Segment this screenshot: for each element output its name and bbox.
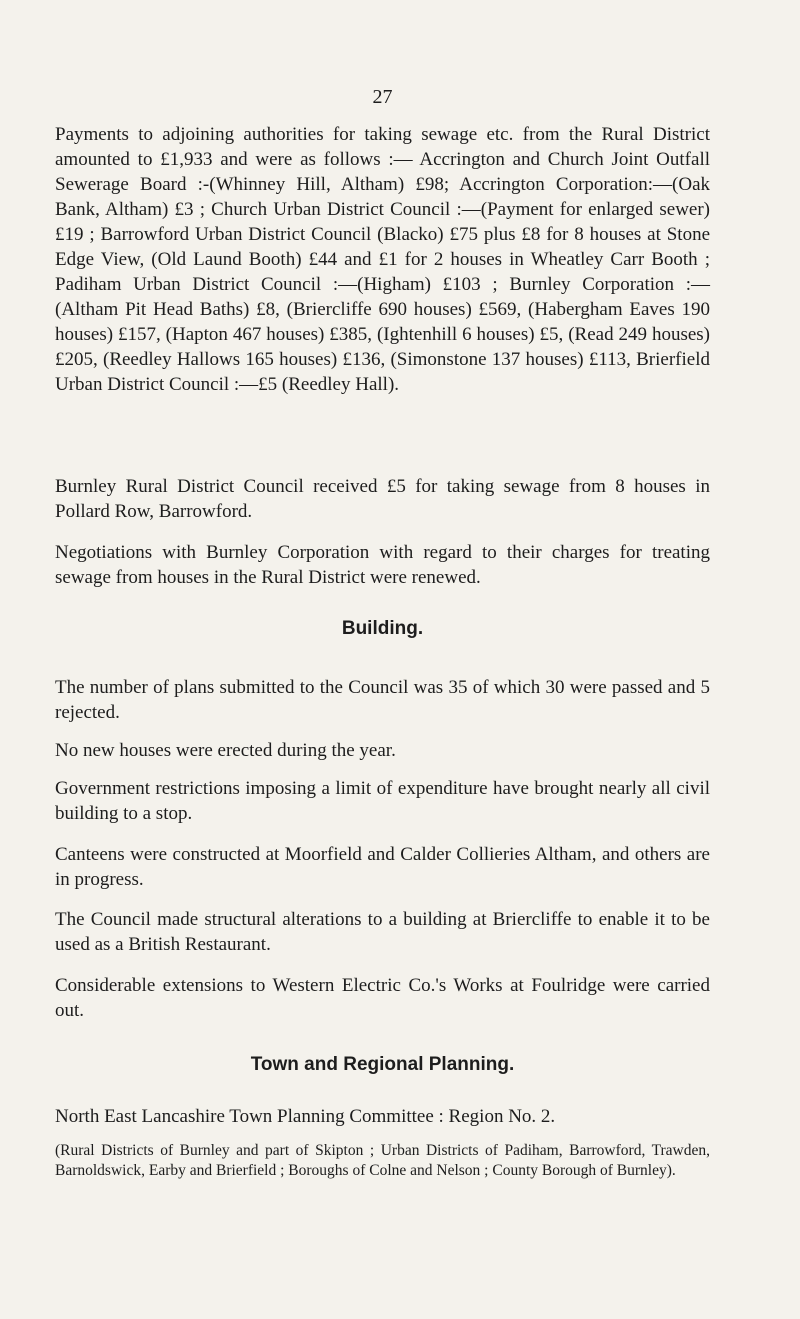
paragraph-plans: The number of plans submitted to the Council was 35 of which 30 were passed and 5 rejected.	[55, 677, 710, 723]
paragraph-extensions: Considerable extensions to Western Electric Co.'s Works at Foulridge were carried out.	[55, 975, 710, 1021]
paragraph-no-houses: No new houses were erected during the year.	[55, 740, 396, 761]
paragraph-sewage-payments: Payments to adjoining authorities for taking sewage etc. from the Rural District amounted to £1,933 and were as follows :— Accrington and Church Joint Outfall Sewerage Board :-(Whinney Hill, Altham) £98; Accrington Corporation:—(Oak Bank, Altham) £3 ; Church Urban District Council :—(Payment for enlarged sewer) £19 ; Barrowford Urban District Council (Blacko) £75 plus £8 for 8 houses at Stone Edge View, (Old Laund Booth) £44 and £1 for 2 houses in Wheatley Carr Booth ; Padiham Urban District Council :—(Higham) £103 ; Burnley Corporation :—(Altham Pit Head Baths) £8, (Briercliffe 690 houses) £569, (Habergham Eaves 190 houses) £157, (Hapton 467 houses) £385, (Ightenhill 6 houses) £5, (Read 249 houses) £205, (Reedley Hallows 165 houses) £136, (Simonstone 137 houses) £113, Brierfield Urban District Council :—£5 (Reedley Hall).	[55, 124, 710, 395]
paragraph-districts: (Rural Districts of Burnley and part of Skipton ; Urban Districts of Padiham, Barrowford, Trawden, Barnoldswick, Earby and Brierfield ; Boroughs of Colne and Nelson ; County Borough of Burnley).	[55, 1142, 710, 1179]
heading-building: Building.	[341, 618, 424, 639]
paragraph-burnley-received: Burnley Rural District Council received £5 for taking sewage from 8 houses in Pollard Row, Barrowford.	[55, 476, 710, 522]
heading-town-planning: Town and Regional Planning.	[250, 1054, 515, 1075]
paragraph-restrictions: Government restrictions imposing a limit of expenditure have brought nearly all civil building to a stop.	[55, 778, 710, 824]
page-number: 27	[372, 86, 393, 108]
paragraph-restaurant: The Council made structural alterations to a building at Briercliffe to enable it to be used as a British Restaurant.	[55, 909, 710, 955]
paragraph-canteens: Canteens were constructed at Moorfield and Calder Collieries Altham, and others are in progress.	[55, 844, 710, 890]
paragraph-negotiations: Negotiations with Burnley Corporation with regard to their charges for treating sewage from houses in the Rural District were renewed.	[55, 542, 710, 588]
paragraph-committee: North East Lancashire Town Planning Committee : Region No. 2.	[55, 1106, 556, 1127]
